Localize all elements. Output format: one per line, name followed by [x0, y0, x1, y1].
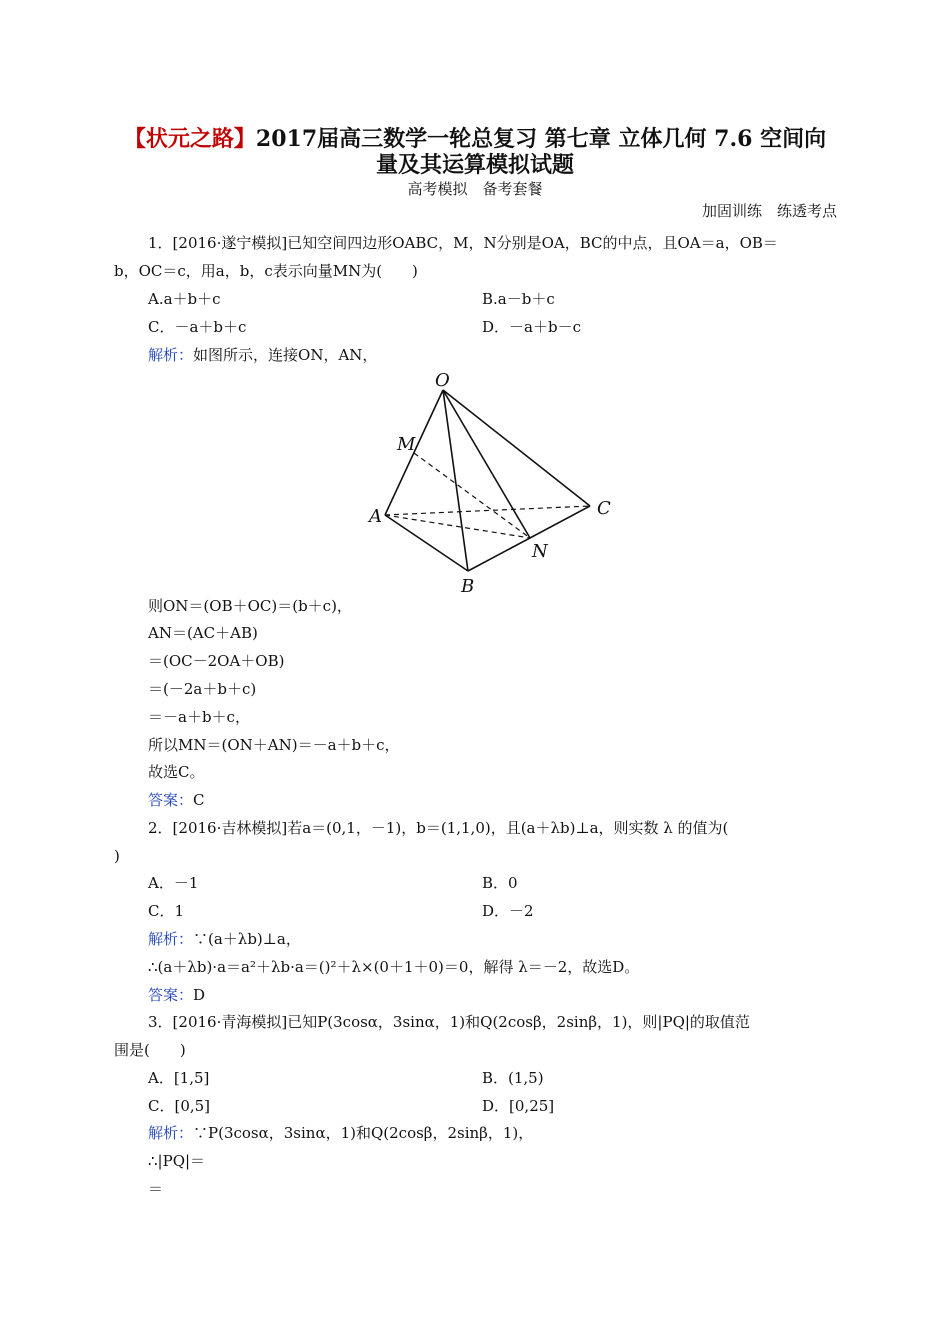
- segment-AN: [385, 515, 530, 538]
- q1-answer: 答案：C: [148, 791, 205, 809]
- edge-OC: [443, 390, 590, 506]
- analysis-label: 解析：: [148, 346, 194, 364]
- vertex-label-n: N: [532, 541, 548, 562]
- q1-step-4: ＝(－2a＋b＋c): [148, 680, 257, 698]
- document-title-line-1: [100, 126, 850, 152]
- q2-option-c: C．1: [148, 902, 185, 920]
- section-tag: 加固训练 练透考点: [701, 202, 837, 220]
- q2-answer: 答案：D: [148, 986, 206, 1004]
- vertex-label-a: A: [369, 506, 382, 527]
- q3-step-1: ∴|PQ|＝: [148, 1152, 206, 1170]
- answer-label: 答案：: [148, 986, 194, 1004]
- q3-option-d: D．[0,25]: [482, 1097, 555, 1115]
- q1-stem-line-2: b，OC＝c，用a，b，c表示向量MN为( ): [114, 262, 418, 280]
- q1-option-d: D．－a＋b－c: [482, 318, 581, 336]
- q1-step-2: AN＝(AC＋AB): [148, 624, 258, 642]
- edge-OB: [443, 390, 468, 571]
- tetrahedron-figure: [365, 368, 625, 596]
- edge-BC: [468, 506, 590, 571]
- q1-step-7: 故选C。: [148, 763, 205, 781]
- q1-step-3: ＝(OC－2OA＋OB): [148, 652, 285, 670]
- q1-step-5: ＝－a＋b＋c，: [148, 708, 250, 726]
- q1-analysis: 解析：如图所示，连接ON，AN，: [148, 346, 378, 364]
- title-bracket: 【状元之路】: [123, 126, 256, 152]
- answer-label: 答案：: [148, 791, 194, 809]
- q2-stem-line-1: 2．[2016·吉林模拟]若a＝(0,1，－1)，b＝(1,1,0)，且(a＋λb)⊥a，则实数 λ 的值为(: [148, 819, 729, 837]
- edge-AB: [385, 515, 468, 571]
- analysis-label: 解析：: [148, 1124, 194, 1142]
- document-title-line-2: 量及其运算模拟试题: [375, 152, 574, 178]
- segment-MN: [414, 453, 530, 538]
- q3-analysis: 解析：∵P(3cosα，3sinα，1)和Q(2cosβ，2sinβ，1)，: [148, 1124, 534, 1142]
- q3-step-2: ＝: [148, 1180, 164, 1198]
- q2-option-b: B．0: [482, 874, 518, 892]
- q1-step-1: 则ON＝(OB＋OC)＝(b＋c)，: [148, 597, 352, 615]
- q2-option-a: A．－1: [148, 874, 199, 892]
- q1-option-b: B.a－b＋c: [482, 290, 555, 308]
- q1-step-6: 所以MN＝(ON＋AN)＝－a＋b＋c，: [148, 736, 400, 754]
- q2-option-d: D．－2: [482, 902, 534, 920]
- vertex-label-c: C: [597, 498, 611, 519]
- vertex-label-m: M: [397, 434, 416, 455]
- q3-option-b: B．(1,5): [482, 1069, 544, 1087]
- document-subtitle: 高考模拟 备考套餐: [407, 180, 543, 198]
- analysis-label: 解析：: [148, 930, 194, 948]
- q3-stem-line-2: 围是( ): [114, 1041, 186, 1059]
- q3-option-c: C．[0,5]: [148, 1097, 211, 1115]
- q3-stem-line-1: 3．[2016·青海模拟]已知P(3cosα，3sinα，1)和Q(2cosβ，2sinβ，1)，则|PQ|的取值范: [148, 1013, 750, 1031]
- q2-step: ∴(a＋λb)·a＝a²＋λb·a＝()²＋λ×(0＋1＋0)＝0，解得 λ＝－2，故选D。: [148, 958, 640, 976]
- title-rest: 2017届高三数学一轮总复习 第七章 立体几何 7.6 空间向: [255, 126, 827, 152]
- q2-stem-line-2: ): [114, 847, 120, 865]
- q1-option-c: C．－a＋b＋c: [148, 318, 247, 336]
- q1-option-a: A.a＋b＋c: [148, 290, 221, 308]
- q2-analysis: 解析：∵(a＋λb)⊥a，: [148, 930, 301, 948]
- vertex-label-o: O: [435, 370, 450, 391]
- vertex-label-b: B: [461, 576, 475, 596]
- edge-ON: [443, 390, 530, 538]
- q3-option-a: A．[1,5]: [148, 1069, 210, 1087]
- q1-stem-line-1: 1．[2016·遂宁模拟]已知空间四边形OABC，M，N分别是OA，BC的中点，且OA＝a，OB＝: [148, 234, 778, 252]
